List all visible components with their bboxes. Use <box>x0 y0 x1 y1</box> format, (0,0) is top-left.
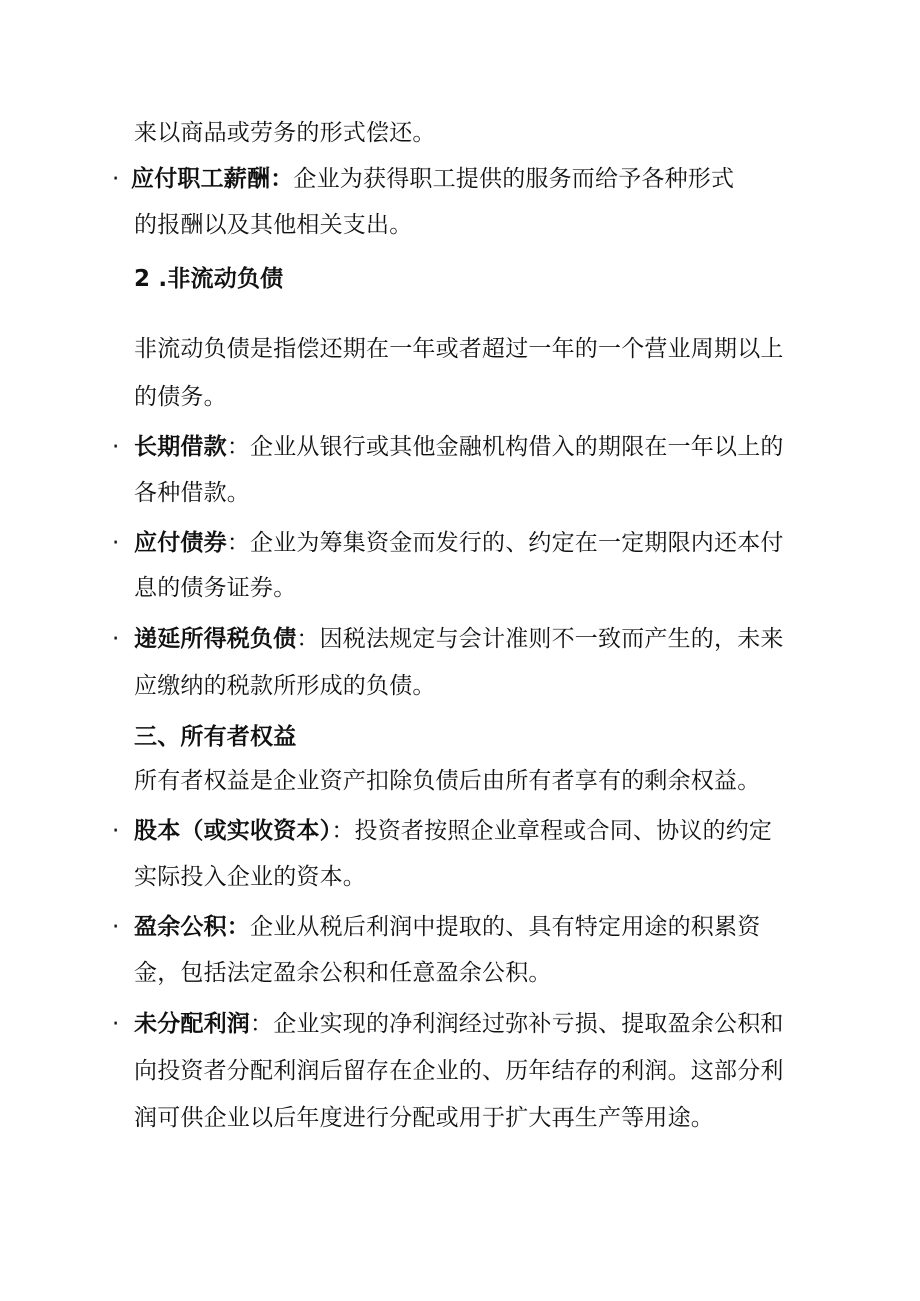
paragraph-line: 的债务。 <box>134 384 227 410</box>
list-item-payroll <box>131 164 734 194</box>
bullet-icon: · <box>112 818 120 844</box>
paragraph-line: 润可供企业以后年度进行分配或用于扩大再生产等用途。 <box>134 1105 714 1131</box>
term-capital: 股本（或实收资本） <box>134 818 332 844</box>
desc-long-loan: ：企业从银行或其他金融机构借入的期限在一年以上的 <box>226 434 784 460</box>
term-bonds: 应付债券 <box>134 530 227 556</box>
list-item-bonds <box>134 528 784 558</box>
desc-payroll: 企业为获得职工提供的服务而给予各种形式 <box>293 166 735 192</box>
paragraph-line: 实际投入企业的资本。 <box>134 864 366 890</box>
term-deferred-tax: 递延所得税负债 <box>134 626 297 652</box>
paragraph-line: 息的债务证券。 <box>134 575 297 601</box>
paragraph-line: 金，包括法定盈余公积和任意盈余公积。 <box>134 960 552 986</box>
paragraph-line: 非流动负债是指偿还期在一年或者超过一年的一个营业周期以上 <box>134 336 784 362</box>
term-payroll: 应付职工薪酬： <box>131 166 294 192</box>
term-surplus: 盈余公积： <box>134 914 250 940</box>
list-item-surplus <box>134 912 760 942</box>
bullet-icon: · <box>112 914 120 940</box>
bullet-icon: · <box>112 166 120 192</box>
bullet-icon: · <box>112 530 120 556</box>
paragraph-line: 所有者权益是企业资产扣除负债后由所有者享有的剩余权益。 <box>134 768 761 794</box>
paragraph-line: 应缴纳的税款所形成的负债。 <box>134 673 436 699</box>
list-item-retained <box>134 1009 784 1039</box>
list-item-long-loan <box>134 432 784 462</box>
term-retained: 未分配利润 <box>134 1011 250 1037</box>
paragraph-line: 来以商品或劳务的形式偿还。 <box>134 120 436 146</box>
bullet-icon: · <box>112 1011 120 1037</box>
bullet-icon: · <box>112 626 120 652</box>
bullet-icon: · <box>112 434 120 460</box>
list-item-capital <box>134 816 772 846</box>
paragraph-line: 的报酬以及其他相关支出。 <box>134 212 413 238</box>
list-item-deferred-tax <box>134 624 784 654</box>
desc-capital: ：投资者按照企业章程或合同、协议的约定 <box>331 818 773 844</box>
section-heading-non-current: 2 .非流动负债 <box>134 266 284 292</box>
paragraph-line: 向投资者分配利润后留存在企业的、历年结存的利润。这部分利 <box>134 1058 784 1084</box>
paragraph-line: 各种借款。 <box>134 480 250 506</box>
desc-bonds: ：企业为筹集资金而发行的、约定在一定期限内还本付 <box>226 530 784 556</box>
term-long-loan: 长期借款 <box>134 434 227 460</box>
desc-surplus: 企业从税后利润中提取的、具有特定用途的积累资 <box>250 914 761 940</box>
desc-retained: ：企业实现的净利润经过弥补亏损、提取盈余公积和 <box>250 1011 784 1037</box>
desc-deferred-tax: ：因税法规定与会计准则不一致而产生的，未来 <box>296 626 784 652</box>
section-heading-equity: 三、所有者权益 <box>134 724 297 750</box>
